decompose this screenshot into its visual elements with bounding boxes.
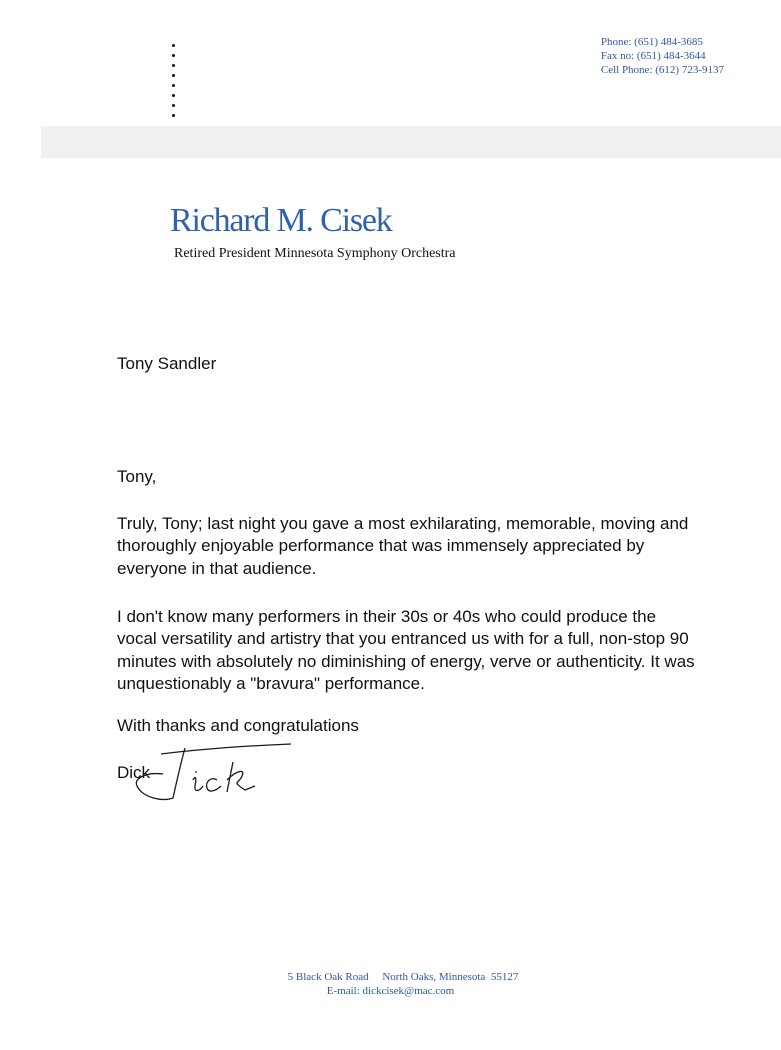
body-paragraph-1: Truly, Tony; last night you gave a most exhilarating, memorable, moving and thoroughly enjoyable performance that was immensely appreciated by everyone in that audience. — [117, 514, 689, 578]
footer-email: E-mail: dickcisek@mac.com — [326, 985, 455, 997]
footer-address: 5 Black Oak Road North Oaks, Minnesota 55127 — [287, 971, 519, 983]
body-paragraph-2: I don't know many performers in their 30s or 40s who could produce the vocal versatility and artistry that you entranced us with for a full, non-stop 90 minutes with absolutely no diminishing of energy, verve or authenticity. It was unquestionably a "bravura" performance. — [117, 607, 695, 693]
closing-line: With thanks and congratulations — [117, 716, 359, 735]
salutation: Tony, — [117, 467, 157, 486]
letterhead-title: Retired President Minnesota Symphony Orchestra — [174, 246, 456, 261]
handwritten-signature — [133, 740, 293, 802]
sender-name: Dick — [117, 763, 151, 782]
contact-block — [601, 35, 724, 77]
cell-number: Cell Phone: (612) 723-9137 — [600, 64, 724, 76]
letterhead-name: Richard M. Cisek — [170, 202, 392, 239]
phone-number: Phone: (651) 484-3685 — [600, 36, 703, 48]
footer — [0, 970, 781, 998]
dotted-rule — [172, 44, 176, 122]
recipient-name: Tony Sandler — [117, 354, 217, 373]
fax-number: Fax no: (651) 484-3644 — [600, 50, 706, 62]
header-band — [41, 126, 781, 158]
